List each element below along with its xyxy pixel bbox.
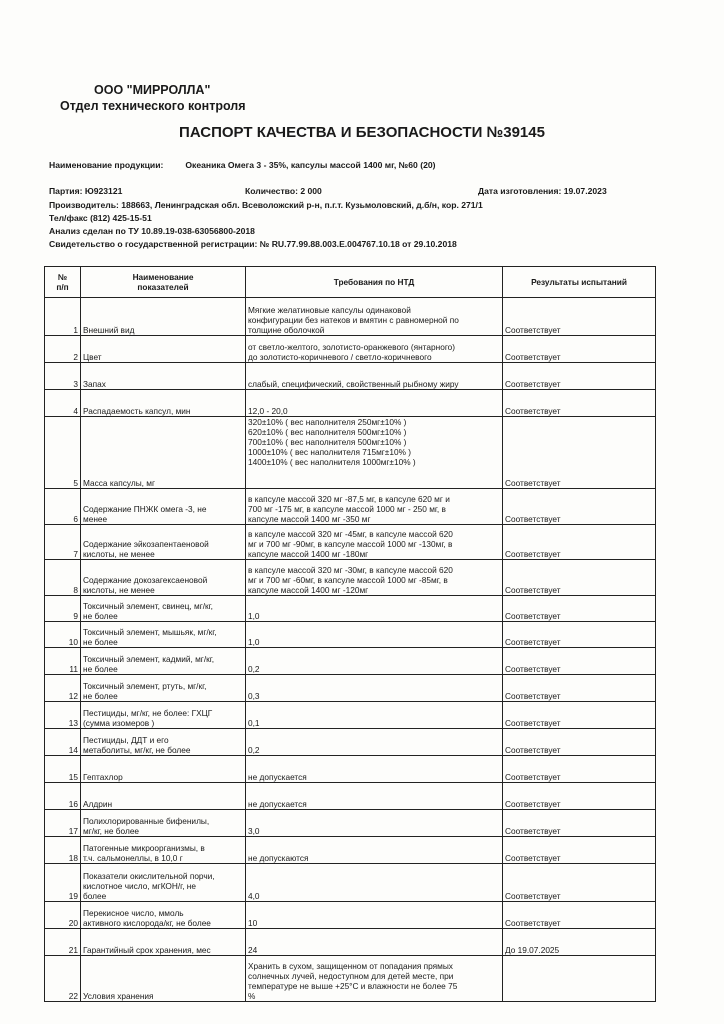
row-result: Соответствует	[503, 702, 656, 729]
header-requirements: Требования по НТД	[246, 267, 503, 298]
row-name: Условия хранения	[81, 956, 246, 1002]
row-name: Содержание эйкозапентаеновой кислоты, не менее	[81, 525, 246, 560]
row-requirement: в капсуле массой 320 мг -30мг, в капсуле массой 620 мг и 700 мг -60мг, в капсуле массой 1000 мг -85мг, в капсуле массой 1400 мг -120мг	[246, 560, 503, 596]
row-requirement: 3,0	[246, 810, 503, 837]
row-result: Соответствует	[503, 756, 656, 783]
row-num: 10	[45, 622, 81, 648]
row-requirement: 0,2	[246, 648, 503, 675]
row-requirement: 12,0 - 20,0	[246, 390, 503, 417]
row-num: 5	[45, 417, 81, 489]
row-num: 21	[45, 929, 81, 956]
row-requirement: 1,0	[246, 596, 503, 622]
table-row	[45, 675, 656, 702]
organization-block	[60, 82, 246, 114]
row-result: Соответствует	[503, 902, 656, 929]
row-result: Соответствует	[503, 675, 656, 702]
row-result: Соответствует	[503, 560, 656, 596]
table-row	[45, 902, 656, 929]
row-name: Алдрин	[81, 783, 246, 810]
table-row	[45, 956, 656, 1002]
product-label: Наименование продукции:	[49, 160, 164, 170]
row-result: Соответствует	[503, 648, 656, 675]
row-requirement: не допускается	[246, 756, 503, 783]
row-name: Токсичный элемент, ртуть, мг/кг, не более	[81, 675, 246, 702]
table-row	[45, 298, 656, 336]
row-result: Соответствует	[503, 298, 656, 336]
row-name: Патогенные микроорганизмы, в т.ч. сальмонеллы, в 10,0 г	[81, 837, 246, 864]
row-result: Соответствует	[503, 489, 656, 525]
table-row	[45, 390, 656, 417]
row-num: 7	[45, 525, 81, 560]
row-name: Гептахлор	[81, 756, 246, 783]
row-num: 11	[45, 648, 81, 675]
table-row	[45, 525, 656, 560]
product-value: Океаника Омега 3 - 35%, капсулы массой 1400 мг, №60 (20)	[185, 160, 436, 170]
row-name: Гарантийный срок хранения, мес	[81, 929, 246, 956]
row-name: Показатели окислительной порчи, кислотное число, мгКОН/г, не более	[81, 864, 246, 902]
row-result: Соответствует	[503, 622, 656, 648]
row-name: Внешний вид	[81, 298, 246, 336]
row-requirement: от светло-желтого, золотисто-оранжевого (янтарного) до золотисто-коричневого / светло-коричневого	[246, 336, 503, 363]
row-result	[503, 956, 656, 1002]
row-result: Соответствует	[503, 417, 656, 489]
row-result: Соответствует	[503, 390, 656, 417]
table-row	[45, 929, 656, 956]
row-requirement: 0,3	[246, 675, 503, 702]
manufacture-date: Дата изготовления: 19.07.2023	[478, 186, 607, 196]
row-result: Соответствует	[503, 596, 656, 622]
header-results: Результаты испытаний	[503, 267, 656, 298]
row-name: Полихлорированные бифенилы, мг/кг, не более	[81, 810, 246, 837]
row-name: Перекисное число, ммоль активного кислорода/кг, не более	[81, 902, 246, 929]
table-row	[45, 560, 656, 596]
row-requirement: 320±10% ( вес наполнителя 250мг±10% ) 620±10% ( вес наполнителя 500мг±10% ) 700±10% ( вес наполнителя 500мг±10% ) 1000±10% ( вес наполнителя 715мг±10% ) 1400±10% ( вес наполнителя 1000мг±10% )	[246, 417, 503, 489]
table-row	[45, 622, 656, 648]
table-row	[45, 417, 656, 489]
row-num: 4	[45, 390, 81, 417]
quality-table	[44, 266, 656, 1002]
row-result: Соответствует	[503, 864, 656, 902]
row-requirement: Мягкие желатиновые капсулы одинаковой конфигурации без натеков и вмятин с равномерной по толщине оболочкой	[246, 298, 503, 336]
row-requirement: не допускаются	[246, 837, 503, 864]
row-requirement: 4,0	[246, 864, 503, 902]
row-num: 18	[45, 837, 81, 864]
table-row	[45, 729, 656, 756]
row-result: Соответствует	[503, 783, 656, 810]
row-name: Пестициды, ДДТ и его метаболиты, мг/кг, не более	[81, 729, 246, 756]
row-num: 3	[45, 363, 81, 390]
row-num: 16	[45, 783, 81, 810]
certificate-line: Свидетельство о государственной регистрации: № RU.77.99.88.003.Е.004767.10.18 от 29.10.2018	[49, 239, 457, 249]
row-num: 17	[45, 810, 81, 837]
row-requirement: 10	[246, 902, 503, 929]
row-requirement: Хранить в сухом, защищенном от попадания прямых солнечных лучей, недоступном для детей месте, при температуре не выше +25°С и влажности не более 75 %	[246, 956, 503, 1002]
table-row	[45, 837, 656, 864]
row-num: 14	[45, 729, 81, 756]
document-title: ПАСПОРТ КАЧЕСТВА И БЕЗОПАСНОСТИ №39145	[179, 124, 545, 141]
table-row	[45, 783, 656, 810]
company-name: ООО "МИРРОЛЛА"	[94, 83, 211, 97]
table-row	[45, 336, 656, 363]
row-num: 8	[45, 560, 81, 596]
row-num: 15	[45, 756, 81, 783]
row-result: Соответствует	[503, 837, 656, 864]
table-row	[45, 596, 656, 622]
row-requirement: слабый, специфический, свойственный рыбному жиру	[246, 363, 503, 390]
row-requirement: в капсуле массой 320 мг -87,5 мг, в капсуле 620 мг и 700 мг -175 мг, в капсуле массой 1000 мг - 250 мг, в капсуле массой 1400 мг -350 мг	[246, 489, 503, 525]
row-num: 6	[45, 489, 81, 525]
product-line	[49, 160, 436, 170]
row-name: Токсичный элемент, свинец, мг/кг, не более	[81, 596, 246, 622]
row-name: Токсичный элемент, мышьяк, мг/кг, не более	[81, 622, 246, 648]
table-row	[45, 756, 656, 783]
table-header-row	[45, 267, 656, 298]
row-result: Соответствует	[503, 810, 656, 837]
row-name: Запах	[81, 363, 246, 390]
table-row	[45, 489, 656, 525]
row-num: 20	[45, 902, 81, 929]
row-name: Содержание докозагексаеновой кислоты, не менее	[81, 560, 246, 596]
row-num: 19	[45, 864, 81, 902]
row-num: 1	[45, 298, 81, 336]
row-name: Токсичный элемент, кадмий, мг/кг, не более	[81, 648, 246, 675]
row-result: Соответствует	[503, 336, 656, 363]
producer-line: Производитель: 188663, Ленинградская обл. Всеволожский р-н, п.г.т. Кузьмоловский, д.б/н, кор. 271/1	[49, 200, 483, 210]
batch-quantity: Количество: 2 000	[245, 186, 322, 196]
analysis-line: Анализ сделан по ТУ 10.89.19-038-63056800-2018	[49, 226, 255, 236]
table-row	[45, 864, 656, 902]
row-requirement: в капсуле массой 320 мг -45мг, в капсуле массой 620 мг и 700 мг -90мг, в капсуле массой 1000 мг -130мг, в капсуле массой 1400 мг -180мг	[246, 525, 503, 560]
table-row	[45, 702, 656, 729]
row-result: Соответствует	[503, 729, 656, 756]
header-num: № п/п	[45, 267, 81, 298]
row-name: Масса капсулы, мг	[81, 417, 246, 489]
row-name: Содержание ПНЖК омега -3, не менее	[81, 489, 246, 525]
row-result: Соответствует	[503, 525, 656, 560]
row-num: 13	[45, 702, 81, 729]
row-name: Пестициды, мг/кг, не более: ГХЦГ (сумма изомеров )	[81, 702, 246, 729]
table-row	[45, 810, 656, 837]
row-requirement: 0,1	[246, 702, 503, 729]
row-requirement: 1,0	[246, 622, 503, 648]
table-row	[45, 363, 656, 390]
row-name: Распадаемость капсул, мин	[81, 390, 246, 417]
row-num: 9	[45, 596, 81, 622]
header-name: Наименование показателей	[81, 267, 246, 298]
row-num: 12	[45, 675, 81, 702]
row-num: 22	[45, 956, 81, 1002]
batch-party: Партия: Ю923121	[49, 186, 123, 196]
department-name: Отдел технического контроля	[60, 99, 246, 113]
row-result: Соответствует	[503, 363, 656, 390]
row-requirement: не допускается	[246, 783, 503, 810]
row-num: 2	[45, 336, 81, 363]
row-requirement: 24	[246, 929, 503, 956]
row-result: До 19.07.2025	[503, 929, 656, 956]
row-name: Цвет	[81, 336, 246, 363]
phone-line: Тел/факс (812) 425-15-51	[49, 213, 152, 223]
row-requirement: 0,2	[246, 729, 503, 756]
table-row	[45, 648, 656, 675]
